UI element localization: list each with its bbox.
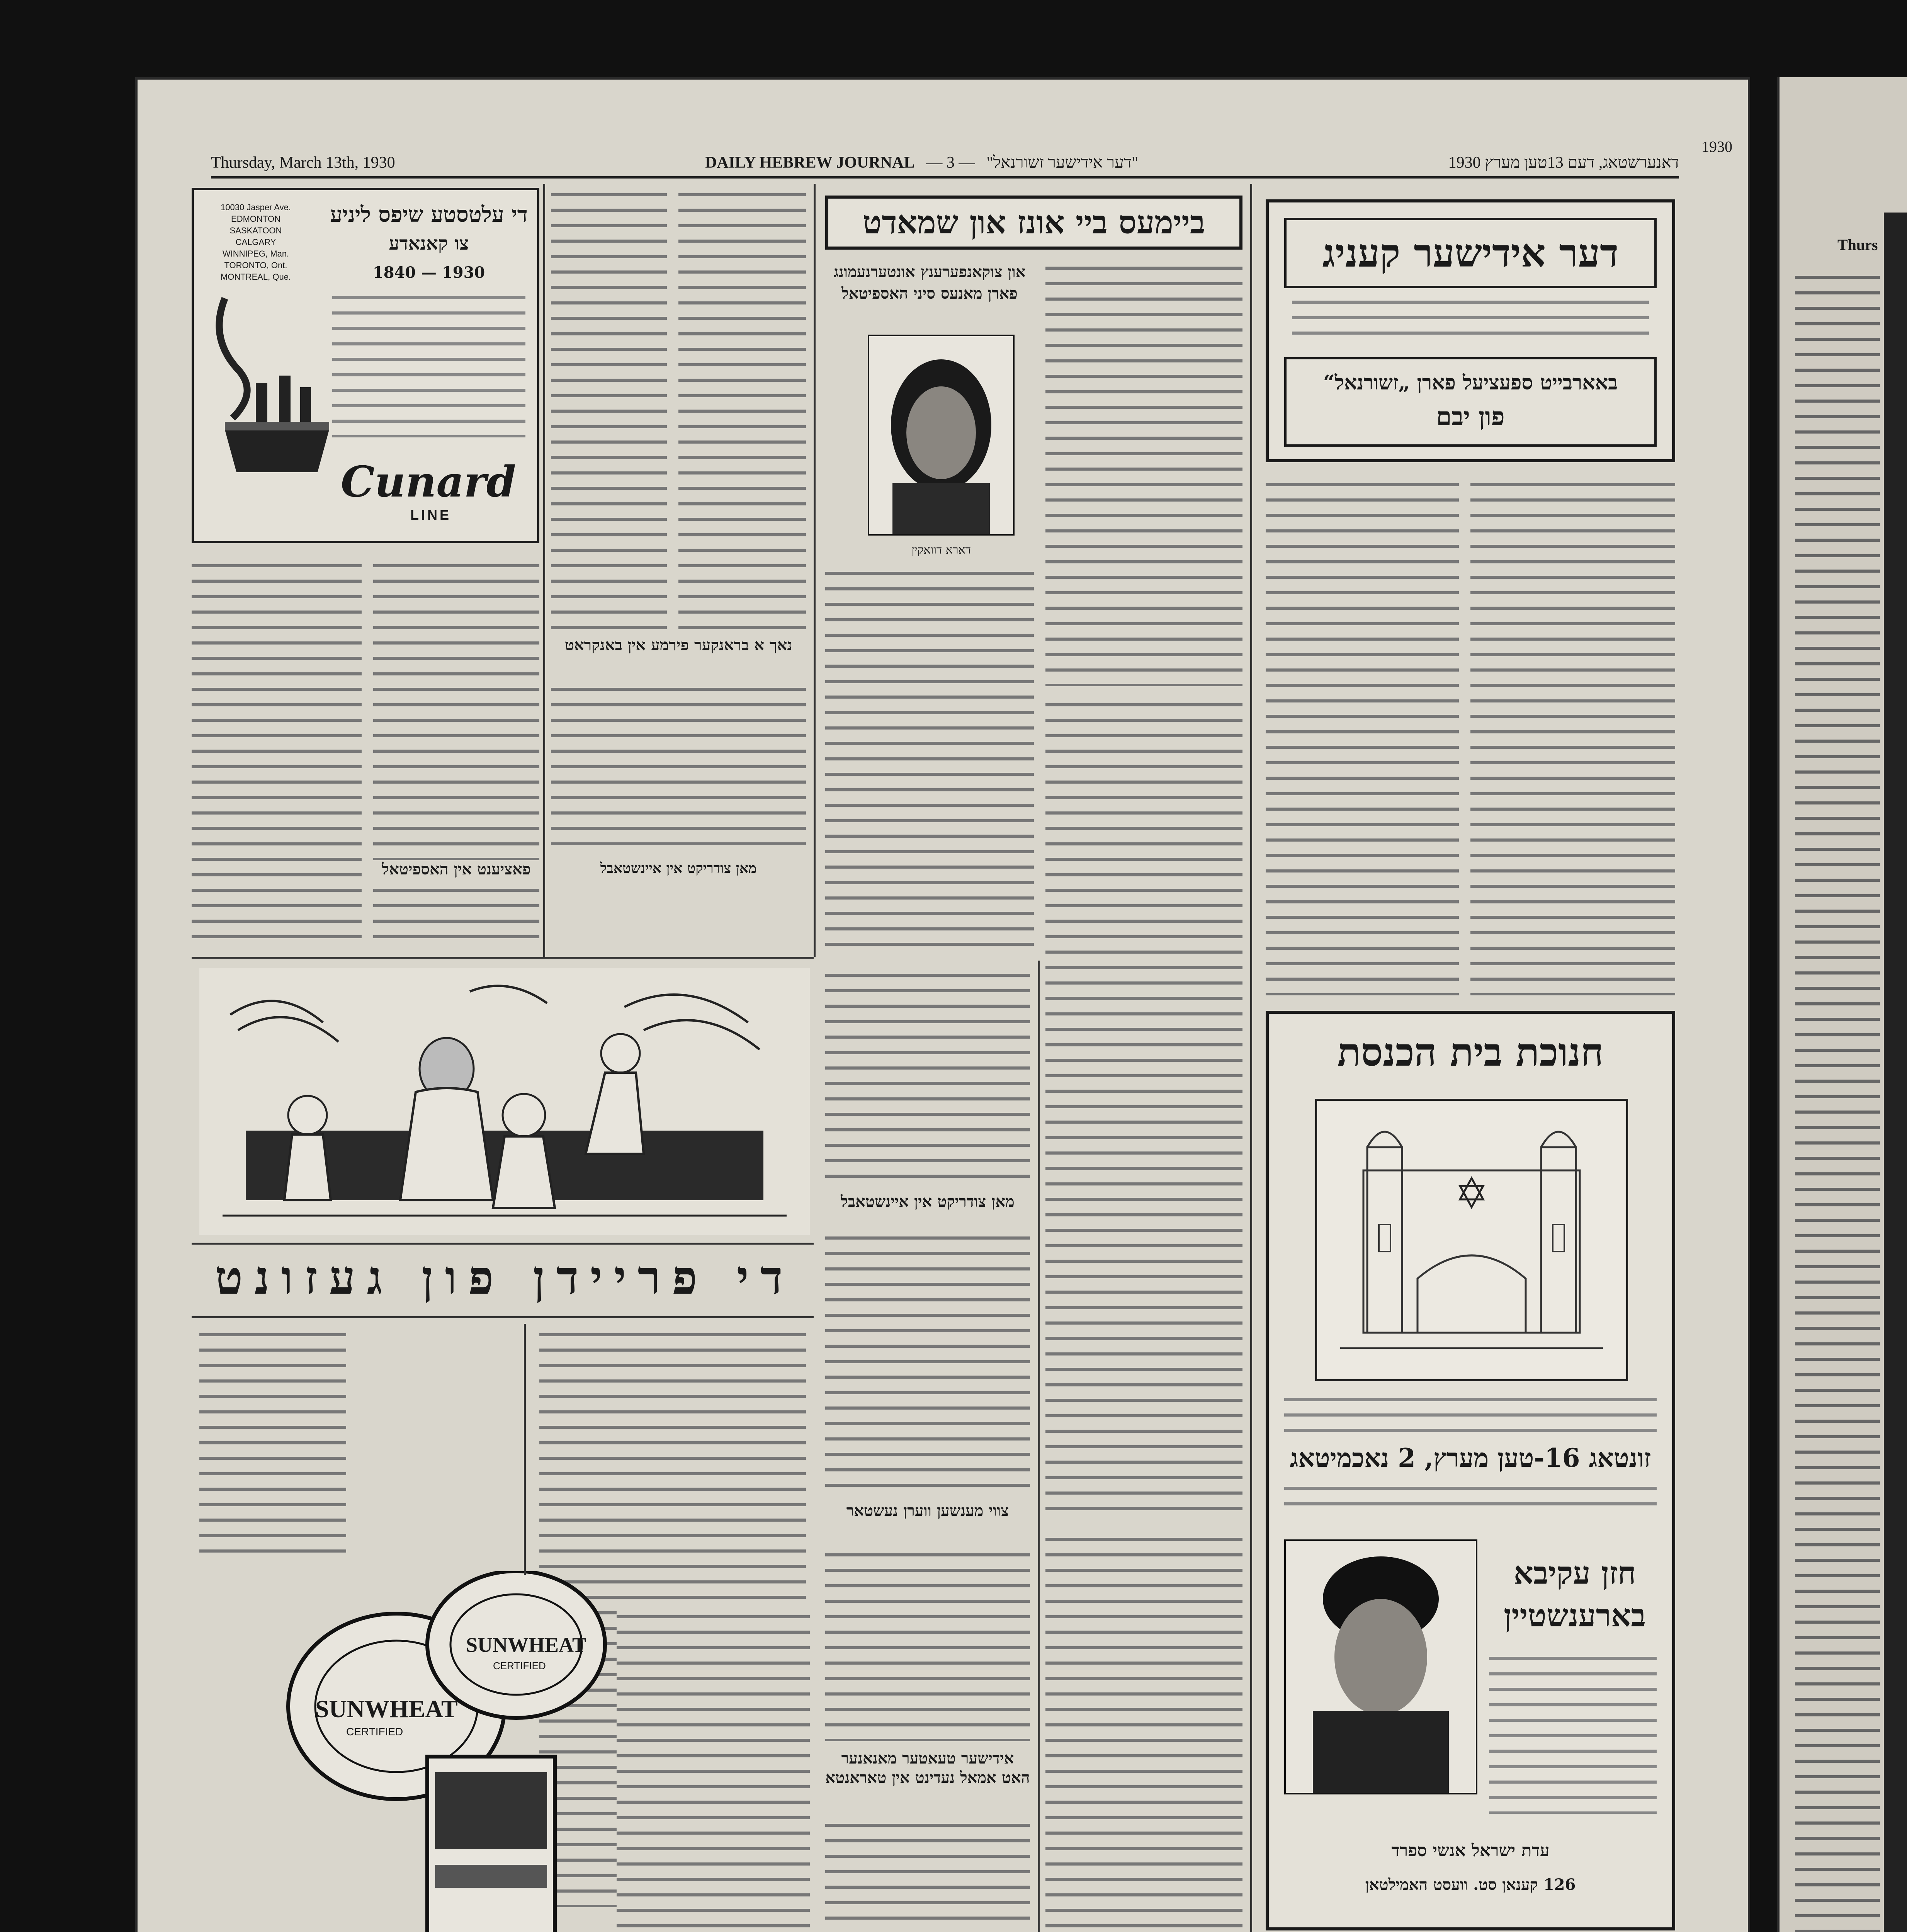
center-col-b-2 [1045,1532,1242,1932]
col-narrow-text-a [551,188,667,632]
sunwheat-tin-sub-2: CERTIFIED [493,1660,546,1672]
col-c-heading-small: מאן צודריקט אין איינשטאבל [600,860,757,876]
center-col-b-1 [1045,698,1242,1517]
center-col-lower-2 [825,1231,1030,1494]
center-col-heading-c: מאן צודריקט אין איינשטאבל [841,1192,1015,1211]
sunwheat-tin-brand-1: SUNWHEAT [315,1695,458,1723]
king-box-title-frame [1284,218,1657,288]
cantor-figure [1286,1541,1476,1793]
children-banner: די פריידן פון געזונט [215,1250,794,1305]
king-box-title: דער אידישער קעניג [1322,230,1619,276]
cunard-body-text [332,291,525,437]
page-header [211,149,1679,179]
cantor-label: חזן עקיבא [1513,1555,1636,1591]
adjacent-page-header: Thurs [1837,236,1878,253]
ship-illustration [202,291,333,484]
newspaper-page [135,77,1750,1932]
left-article-text-2 [373,559,539,945]
right-article-text-2 [1470,478,1675,995]
center-article-text-right [1045,261,1242,686]
chanukat-date: זונטאג 16-טען מערץ, 2 נאכמיטאג [1290,1443,1651,1473]
king-box-subtitle-frame [1284,357,1657,447]
header-title-english: DAILY HEBREW JOURNAL [705,154,915,172]
chanukat-ad [1266,1011,1675,1930]
cunard-years: 1930 — 1840 [372,264,485,282]
center-col-lower-4 [825,1818,1030,1932]
adjacent-page-text [1795,270,1880,1932]
sunwheat-tins [269,1571,609,1932]
synagogue-drawing [1317,1101,1622,1375]
center-col-lower-1 [825,968,1030,1185]
adjacent-page-edge [1884,213,1907,1932]
center-article-text-left [825,566,1034,953]
header-page-marker: — 3 — [926,154,975,172]
cunard-subtitle: צו קאנאדע [389,233,469,254]
portrait-caption: דארא דוואקין [911,543,971,557]
center-col-heading-d: צווי מענשען ווערן נעשטאר [846,1502,1009,1520]
main-headline-box [825,196,1242,250]
center-col-heading-e: אידישער טעאטער מאנאנער האט אמאל נעדינט אין טאראנטא [825,1749,1030,1787]
col-narrow-text-b [678,188,806,632]
left-article-heading: פאציענט אין האספיטאל [373,860,539,878]
col-a-heading: נאך א בראנקער פירמע אין באנקראט [564,636,792,654]
sunwheat-side-text [617,1610,810,1932]
cunard-title: די עלטסטע שיפס ליניע [330,202,528,227]
king-box-desc [1292,295,1649,342]
center-col-lower-3 [825,1548,1030,1741]
portrait-photo [868,335,1015,536]
cunard-ad [192,188,539,543]
cunard-brand: Cunard [341,457,516,507]
children-illustration [199,968,810,1235]
sunwheat-tin-sub-1: CERTIFIED [346,1726,403,1738]
children-drawing [199,968,810,1235]
main-headline: ביימעס ביי אונז און שמאדט [862,204,1205,241]
king-box-subtitle: באארבייט ספעציעל פארן „זשורנאל“ [1323,371,1618,395]
chanukat-title: חנוכת בית הכנסת [1337,1029,1604,1075]
king-box-byline: פון יבם [1436,402,1505,431]
cantor-desc [1489,1651,1657,1814]
right-article-text-1 [1266,478,1459,995]
chanukat-desc-2 [1284,1481,1657,1516]
chanukat-address: 126 קענאן סט. וועסט האמילטאן [1365,1876,1576,1894]
sunwheat-tin-brand-2: SUNWHEAT [466,1633,586,1656]
header-title-yiddish: "דער אידישער זשורנאל" [986,154,1139,172]
col-narrow-text-c [551,682,806,845]
cantor-photo [1284,1539,1477,1794]
synagogue-drawing-frame [1315,1099,1628,1381]
top-right-page-number: 1930 [1701,138,1732,155]
left-article-text-1 [192,559,362,945]
banner-article-text-2 [199,1328,346,1560]
header-left-date: Thursday, March 13th, 1930 [211,154,395,172]
header-right-date: דאנערשטאג, דעם 13טען מערץ 1930 [1448,154,1679,172]
chanukat-congregation: עדת ישראל אנשי ספרד [1391,1841,1550,1861]
cunard-offices: 10030 Jasper Ave. EDMONTON SASKATOON CALGARY WINNIPEG, Man. TORONTO, Ont. MONTREAL, Que. [220,202,291,282]
cantor-name: בארענשטיין [1504,1597,1646,1634]
adjacent-page [1777,77,1907,1932]
portrait-figure [869,336,1013,534]
sunwheat-ad [199,1571,810,1932]
sub-headline: און צוקאנפערענץ אונטערנעמונג פארן מאנעס סיני האספיטאל [833,263,1026,303]
chanukat-desc [1284,1393,1657,1435]
cunard-brand-sub: LINE [410,507,452,523]
king-box [1266,199,1675,462]
